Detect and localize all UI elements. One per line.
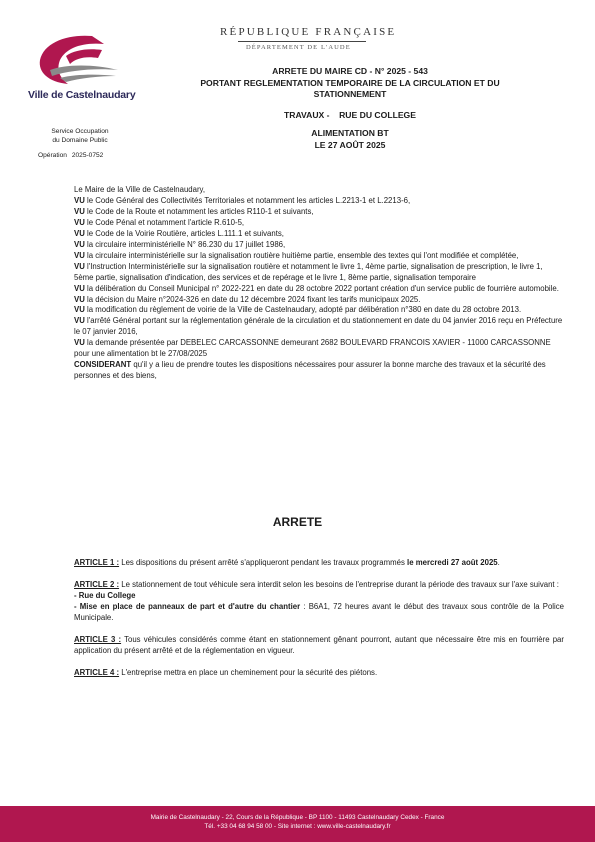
title-line-2: STATIONNEMENT [313, 89, 387, 99]
article-4: ARTICLE 4 : L'entreprise mettra en place un cheminement pour la sécurité des piétons. [74, 667, 378, 677]
city-logo [28, 30, 146, 101]
preamble-item: VU le Code Pénal et notamment l'article R.610-5, [74, 217, 245, 227]
service-block [22, 127, 138, 145]
arrete-heading: ARRETE [272, 515, 323, 529]
arrete-title-block [150, 66, 550, 151]
city-name: Ville de Castelnaudary [28, 89, 136, 101]
operation-line [38, 152, 103, 159]
preamble-item: VU la circulaire interministérielle N° 86.230 du 17 juillet 1986, [74, 239, 286, 249]
article-1: ARTICLE 1 : Les dispositions du présent arrêté s'appliqueront pendant les travaux programmés le mercredi 27 août 2025. [74, 558, 500, 567]
preamble-intro: Le Maire de la Ville de Castelnaudary, [74, 185, 206, 194]
alimentation-line: ALIMENTATION BT [311, 128, 389, 138]
footer-bar [0, 806, 595, 842]
republique-francaise: RÉPUBLIQUE FRANÇAISE [220, 26, 397, 38]
preamble-item: CONSIDERANT qu'il y a lieu de prendre toutes les dispositions nécessaires pour assurer la bonne marche des travaux et la sécurité des personnes et des biens, [74, 360, 546, 381]
street-name: - Rue du College [74, 590, 136, 600]
operation-label: Opération [38, 152, 67, 159]
preamble [74, 185, 564, 382]
preamble-item: VU le Code de la Voirie Routière, articles L.111.1 et suivants, [74, 228, 284, 238]
header-divider [238, 41, 366, 42]
footer-contact: Tél. +33 04 68 94 58 00 - Site internet : www.ville-castelnaudary.fr [204, 823, 391, 830]
article-2: ARTICLE 2 : Le stationnement de tout véhicule sera interdit selon les besoins de l'entreprise durant la période des travaux sur l'axe suivant : - Rue du College - Mise en place de panneaux de part et d'autre du chantier : B6A1, 72 heures avant le début des travaux sous contrôle de la Police Municipale. [74, 579, 564, 622]
article-label: ARTICLE 1 : [74, 558, 120, 567]
operation-number: 2025-0752 [71, 152, 104, 159]
service-line-2: du Domaine Public [52, 137, 108, 144]
article-label: ARTICLE 4 : [74, 667, 120, 677]
footer-address: Mairie de Castelnaudary - 22, Cours de la République - BP 1100 - 11493 Castelnaudary Cedex - France [150, 814, 445, 821]
article-3: ARTICLE 3 : Tous véhicules considérés comme étant en stationnement gênant pourront, autant que nécessaire être mis en fourrière par application du présent arrêté et de la réglementation en vigueur. [74, 634, 564, 655]
article-label: ARTICLE 2 : [74, 579, 120, 589]
service-line-1: Service Occupation [51, 128, 109, 135]
article-label: ARTICLE 3 : [74, 634, 122, 644]
travaux-line: TRAVAUX - RUE DU COLLEGE [284, 109, 416, 120]
arrete-date: LE 27 AOÛT 2025 [314, 139, 386, 150]
preamble-item: VU la demande présentée par DEBELEC CARCASSONNE demeurant 2682 BOULEVARD FRANCOIS XAVIER - 11000 CARCASSONNE pour une alimentation bt le 27/08/2025 [74, 338, 551, 359]
articles [74, 558, 564, 690]
preamble-item: VU la modification du règlement de voirie de la Ville de Castelnaudary, adopté par délibération n°380 en date du 28 octobre 2013. [74, 305, 522, 315]
departement-line: DÉPARTEMENT DE L'AUDE [246, 44, 351, 51]
preamble-item: VU la décision du Maire n°2024-326 en date du 12 décembre 2024 fixant les tarifs municipaux 2025. [74, 294, 421, 304]
preamble-item: VU l'Instruction Interministérielle sur la signalisation routière et notamment le livre 1, 4ème partie, signalisation de prescription, le livre 1, 5ème partie, signalisation d'indication, des services et de repérage et le livre 1, 8ème partie, signalisation temporaire [74, 261, 543, 282]
preamble-item: VU le Code de la Route et notamment les articles R110-1 et suivants, [74, 206, 314, 216]
arrete-number: ARRETE DU MAIRE CD - N° 2025 - 543 [272, 66, 428, 76]
preamble-item: VU l'arrêté Général portant sur la réglementation générale de la circulation et du stationnement en date du 04 janvier 2016 reçu en Préfecture le 07 janvier 2016, [74, 316, 563, 337]
castelnaudary-logo-icon [32, 30, 136, 88]
preamble-item: VU le Code Général des Collectivités Territoriales et notamment les articles L.2213-1 et L.2213-6, [74, 195, 411, 205]
title-line-1: PORTANT REGLEMENTATION TEMPORAIRE DE LA CIRCULATION ET DU [200, 77, 500, 88]
preamble-item: VU la circulaire interministérielle sur la signalisation routière huitième partie, ensemble des textes qui l'ont modifiée et complétée, [74, 250, 519, 260]
preamble-item: VU la délibération du Conseil Municipal n° 2022-221 en date du 28 octobre 2022 portant création d'un service public de fourrière automobile. [74, 283, 559, 293]
